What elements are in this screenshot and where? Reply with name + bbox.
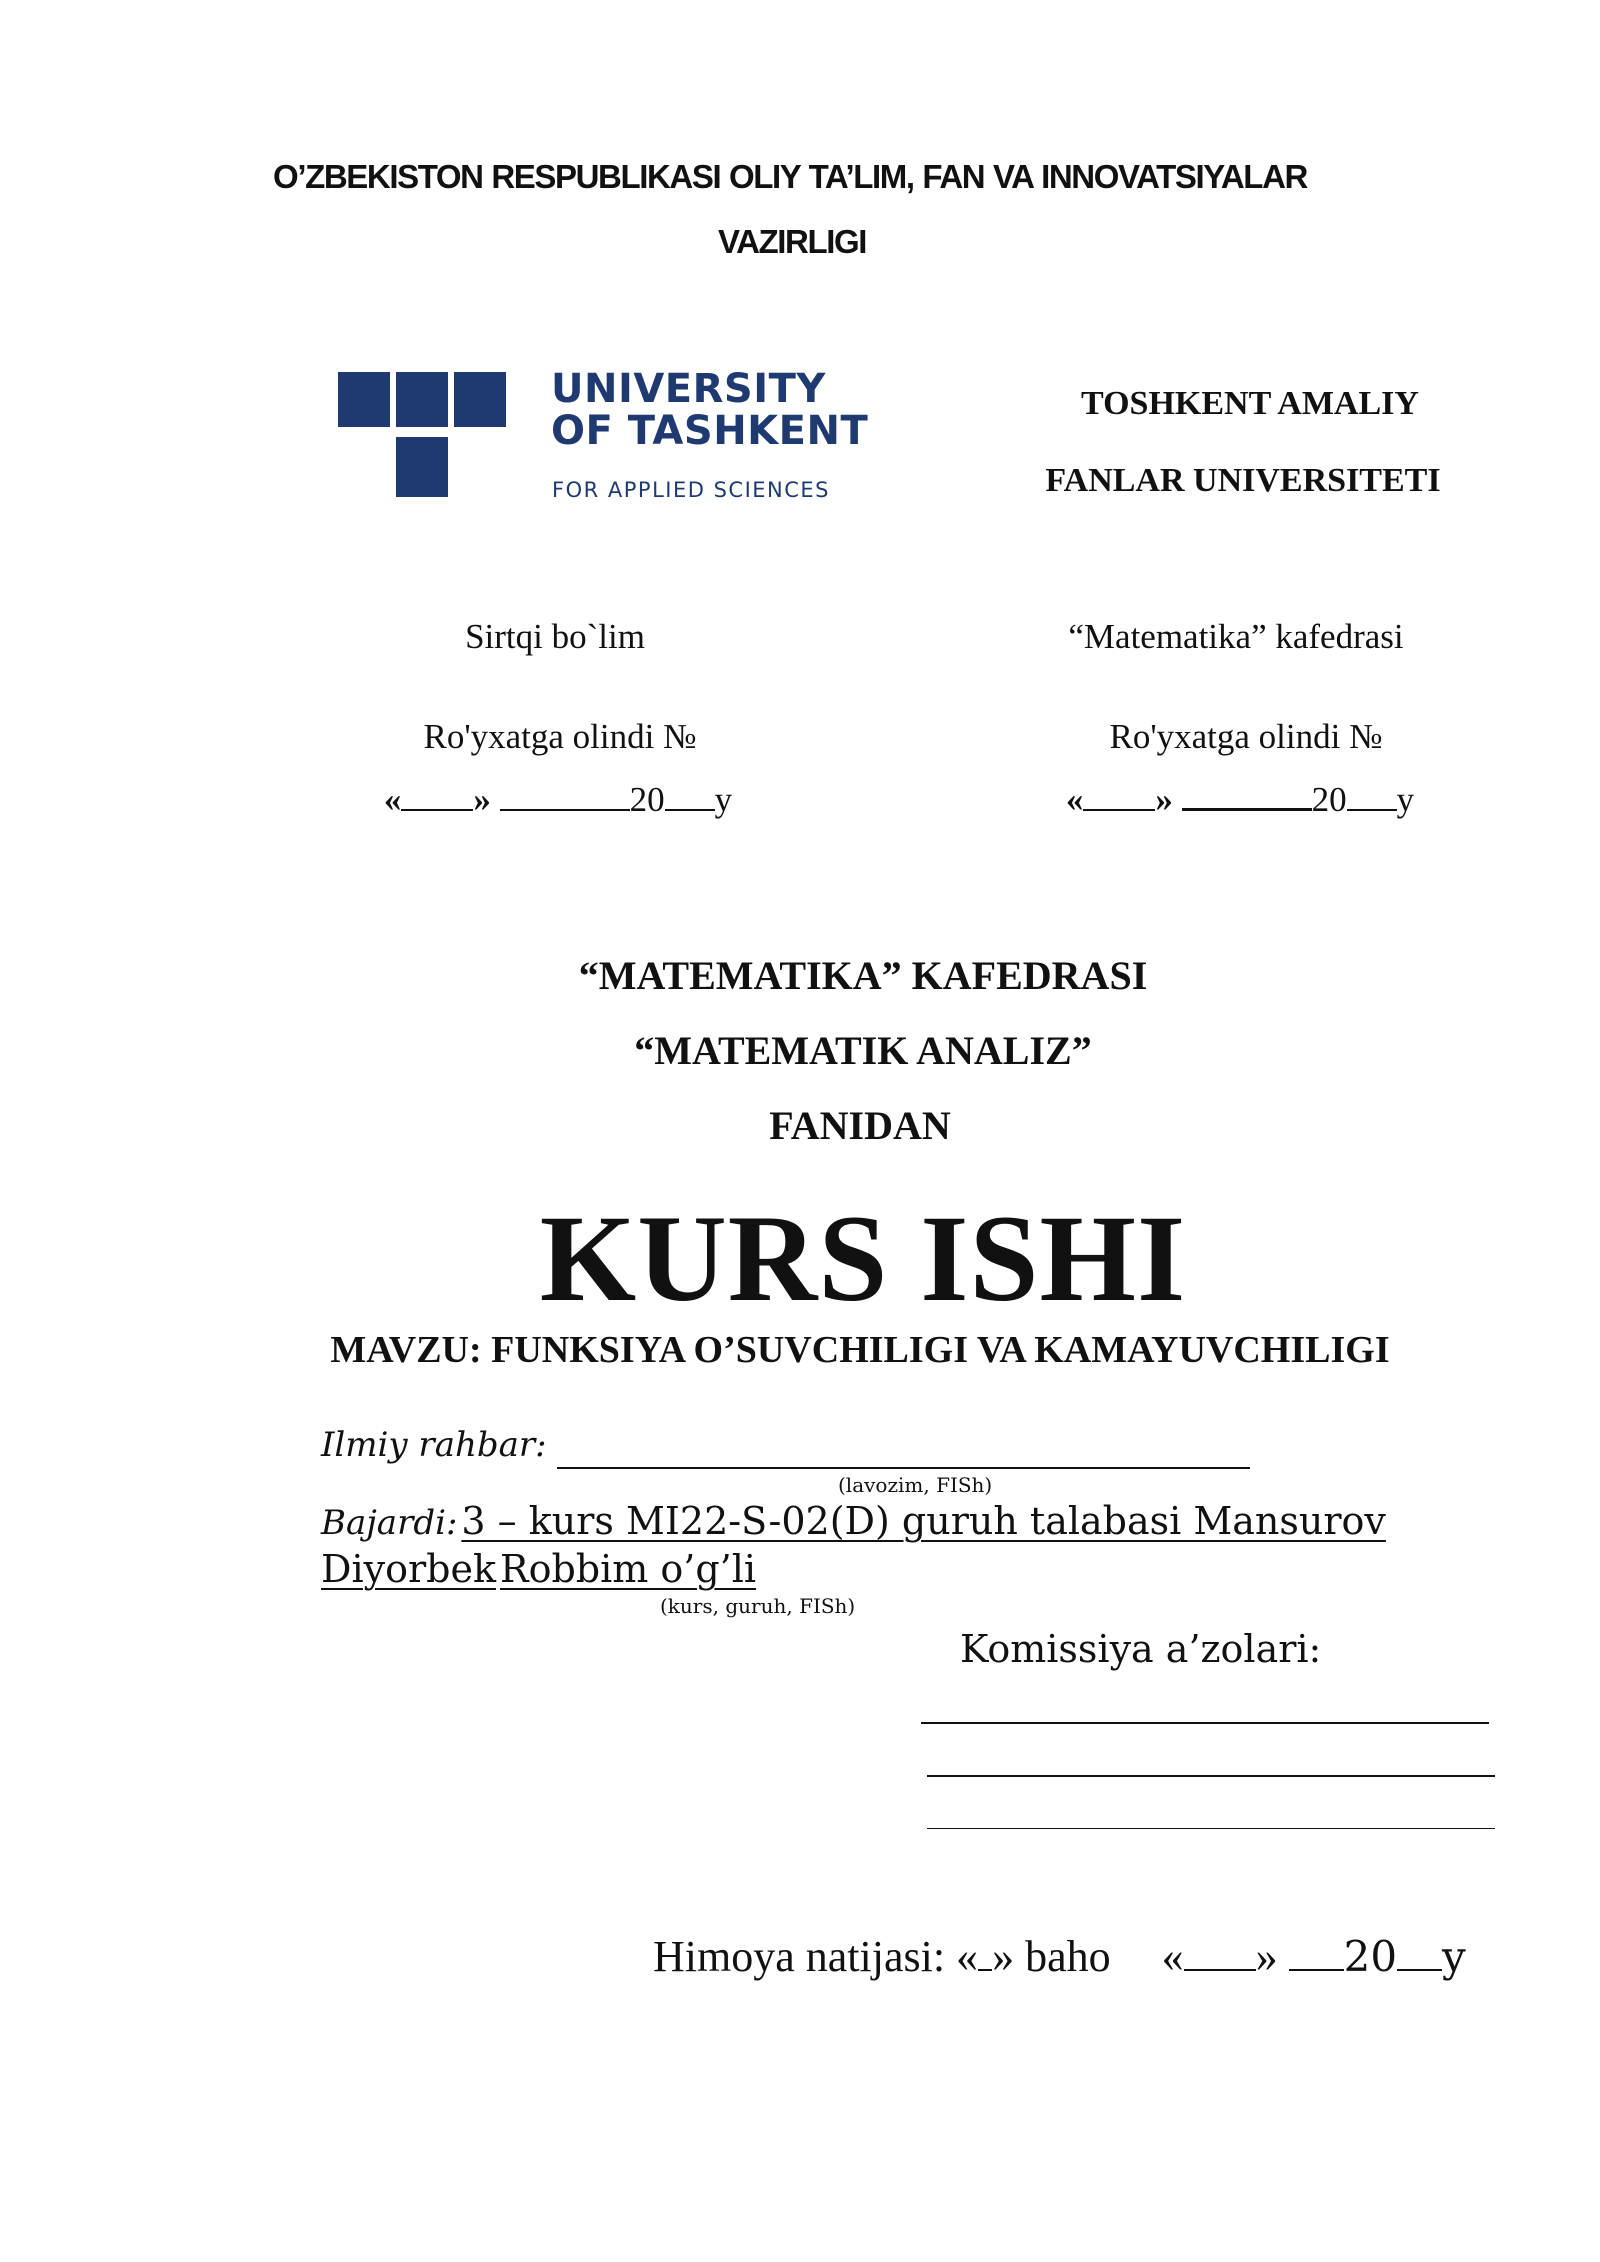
right-date-year: 20 xyxy=(1311,780,1347,819)
logo-text-applied-sciences: FOR APPLIED SCIENCES xyxy=(552,478,831,502)
defense-line xyxy=(653,1931,1466,1982)
performer-line-2 xyxy=(321,1547,756,1591)
left-date-year: 20 xyxy=(629,780,665,819)
left-department: Sirtqi bo`lim xyxy=(465,617,645,656)
performer-text-1: 3 – kurs MI22-S-02(D) guruh talabasi Mansurov xyxy=(461,1499,1386,1543)
logo-text-of-tashkent: OF TASHKENT xyxy=(551,408,869,454)
ministry-line-1: O’ZBEKISTON RESPUBLIKASI OLIY TA’LIM, FAN VA INNOVATSIYALAR xyxy=(273,158,1307,195)
commission-line-1 xyxy=(921,1722,1489,1724)
university-name-line-1: TOSHKENT AMALIY xyxy=(1081,385,1419,422)
subject-line-3: FANIDAN xyxy=(769,1103,951,1148)
performer-label: Bajardi: xyxy=(321,1503,458,1543)
defense-grade-blank xyxy=(978,1935,992,1971)
commission-line-2 xyxy=(927,1775,1495,1777)
defense-suffix: y xyxy=(1442,1932,1466,1981)
left-date-suffix: y xyxy=(714,780,733,819)
defense-label: Himoya natijasi: « xyxy=(653,1932,979,1981)
left-month-blank xyxy=(500,781,630,811)
defense-year: 20 xyxy=(1343,1932,1398,1981)
left-year-blank xyxy=(665,781,715,811)
performer-name: Diyorbek xyxy=(321,1547,496,1591)
performer-patronymic: Robbim o’g’li xyxy=(499,1547,757,1591)
left-registered: Ro'yxatga olindi № xyxy=(423,717,697,756)
left-date-open: « xyxy=(383,780,402,819)
university-name-line-2: FANLAR UNIVERSITETI xyxy=(1045,462,1441,499)
logo-square-3 xyxy=(454,372,506,427)
logo-square-2 xyxy=(396,372,448,427)
logo-square-1 xyxy=(338,372,390,427)
logo-square-4 xyxy=(396,437,448,497)
performer-note: (kurs, guruh, FISh) xyxy=(660,1594,856,1618)
right-date-close: » xyxy=(1155,780,1173,819)
document-title: KURS ISHI xyxy=(539,1190,1187,1327)
topic-line: MAVZU: FUNKSIYA O’SUVCHILIGI VA KAMAYUVCHILIGI xyxy=(330,1329,1390,1371)
defense-mid: » baho xyxy=(992,1932,1111,1981)
subject-line-1: “MATEMATIKA” KAFEDRASI xyxy=(578,953,1148,998)
supervisor-label: Ilmiy rahbar: xyxy=(321,1425,547,1465)
ministry-line-2: VAZIRLIGI xyxy=(717,223,867,260)
supervisor-note: (lavozim, FISh) xyxy=(838,1473,993,1497)
right-registered: Ro'yxatga olindi № xyxy=(1109,717,1383,756)
left-date-close: » xyxy=(473,780,491,819)
defense-month-blank xyxy=(1289,1935,1344,1971)
left-day-blank xyxy=(401,781,473,811)
defense-date-close: » xyxy=(1255,1932,1278,1981)
commission-label: Komissiya a’zolari: xyxy=(960,1627,1322,1671)
performer-line-1 xyxy=(321,1499,1386,1543)
subject-line-2: “MATEMATIK ANALIZ” xyxy=(634,1028,1092,1073)
right-month-blank xyxy=(1182,780,1312,811)
logo-text-university: UNIVERSITY xyxy=(551,366,826,412)
defense-year-blank xyxy=(1397,1935,1442,1971)
right-date-suffix: y xyxy=(1396,780,1415,819)
supervisor-line xyxy=(557,1467,1250,1469)
right-date-open: « xyxy=(1065,780,1084,819)
right-department: “Matematika” kafedrasi xyxy=(1068,617,1404,656)
defense-day-blank xyxy=(1184,1935,1256,1971)
right-date-line xyxy=(940,780,1540,820)
commission-line-3 xyxy=(927,1828,1495,1829)
left-date-line xyxy=(258,780,858,820)
defense-date-open: « xyxy=(1161,1932,1184,1981)
right-year-blank xyxy=(1347,781,1397,811)
right-day-blank xyxy=(1083,781,1155,811)
